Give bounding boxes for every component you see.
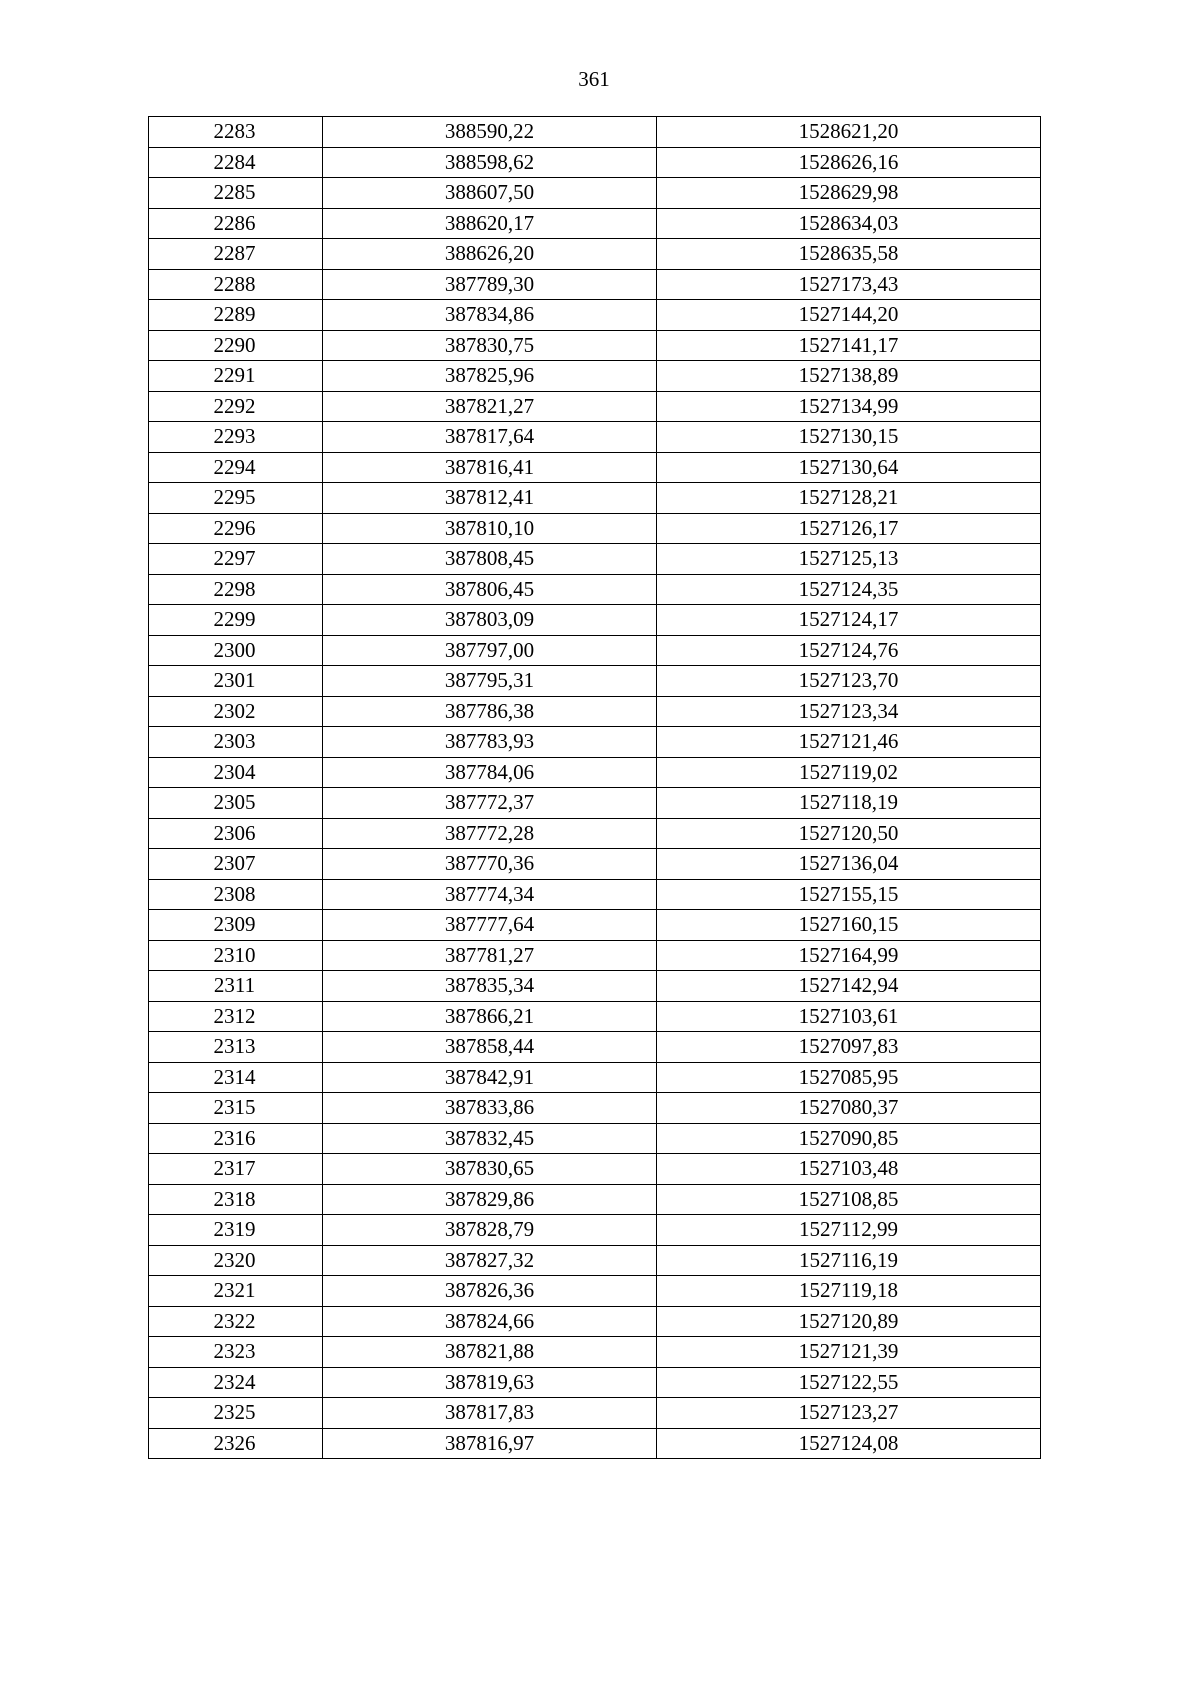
point-number-cell: 2307 xyxy=(149,849,323,880)
table-row xyxy=(149,1398,1041,1429)
y-coordinate-cell: 1527121,39 xyxy=(657,1337,1041,1368)
point-number-cell: 2305 xyxy=(149,788,323,819)
point-number-cell: 2290 xyxy=(149,330,323,361)
x-coordinate-cell: 387812,41 xyxy=(323,483,657,514)
x-coordinate-cell: 387819,63 xyxy=(323,1367,657,1398)
y-coordinate-cell: 1528626,16 xyxy=(657,147,1041,178)
table-row xyxy=(149,574,1041,605)
y-coordinate-cell: 1528635,58 xyxy=(657,239,1041,270)
point-number-cell: 2315 xyxy=(149,1093,323,1124)
x-coordinate-cell: 387858,44 xyxy=(323,1032,657,1063)
x-coordinate-cell: 387810,10 xyxy=(323,513,657,544)
x-coordinate-cell: 388598,62 xyxy=(323,147,657,178)
x-coordinate-cell: 387795,31 xyxy=(323,666,657,697)
x-coordinate-cell: 387821,88 xyxy=(323,1337,657,1368)
x-coordinate-cell: 387789,30 xyxy=(323,269,657,300)
point-number-cell: 2326 xyxy=(149,1428,323,1459)
y-coordinate-cell: 1527124,08 xyxy=(657,1428,1041,1459)
table-row xyxy=(149,1215,1041,1246)
y-coordinate-cell: 1527119,02 xyxy=(657,757,1041,788)
point-number-cell: 2325 xyxy=(149,1398,323,1429)
point-number-cell: 2302 xyxy=(149,696,323,727)
y-coordinate-cell: 1528629,98 xyxy=(657,178,1041,209)
y-coordinate-cell: 1527122,55 xyxy=(657,1367,1041,1398)
y-coordinate-cell: 1527103,61 xyxy=(657,1001,1041,1032)
y-coordinate-cell: 1527108,85 xyxy=(657,1184,1041,1215)
point-number-cell: 2317 xyxy=(149,1154,323,1185)
table-row xyxy=(149,788,1041,819)
y-coordinate-cell: 1527160,15 xyxy=(657,910,1041,941)
y-coordinate-cell: 1527136,04 xyxy=(657,849,1041,880)
y-coordinate-cell: 1527128,21 xyxy=(657,483,1041,514)
table-row xyxy=(149,971,1041,1002)
table-row xyxy=(149,1032,1041,1063)
y-coordinate-cell: 1527138,89 xyxy=(657,361,1041,392)
table-row xyxy=(149,1184,1041,1215)
point-number-cell: 2287 xyxy=(149,239,323,270)
y-coordinate-cell: 1528634,03 xyxy=(657,208,1041,239)
table-row xyxy=(149,483,1041,514)
x-coordinate-cell: 387816,41 xyxy=(323,452,657,483)
table-row xyxy=(149,1154,1041,1185)
y-coordinate-cell: 1527173,43 xyxy=(657,269,1041,300)
table-row xyxy=(149,1428,1041,1459)
point-number-cell: 2300 xyxy=(149,635,323,666)
point-number-cell: 2316 xyxy=(149,1123,323,1154)
table-row xyxy=(149,605,1041,636)
table-row xyxy=(149,1245,1041,1276)
x-coordinate-cell: 387784,06 xyxy=(323,757,657,788)
y-coordinate-cell: 1527141,17 xyxy=(657,330,1041,361)
x-coordinate-cell: 387806,45 xyxy=(323,574,657,605)
y-coordinate-cell: 1527118,19 xyxy=(657,788,1041,819)
table-row xyxy=(149,513,1041,544)
y-coordinate-cell: 1527134,99 xyxy=(657,391,1041,422)
point-number-cell: 2323 xyxy=(149,1337,323,1368)
point-number-cell: 2294 xyxy=(149,452,323,483)
x-coordinate-cell: 387783,93 xyxy=(323,727,657,758)
point-number-cell: 2304 xyxy=(149,757,323,788)
x-coordinate-cell: 387824,66 xyxy=(323,1306,657,1337)
point-number-cell: 2289 xyxy=(149,300,323,331)
table-row xyxy=(149,178,1041,209)
point-number-cell: 2293 xyxy=(149,422,323,453)
table-row xyxy=(149,269,1041,300)
table-row xyxy=(149,422,1041,453)
x-coordinate-cell: 387825,96 xyxy=(323,361,657,392)
x-coordinate-cell: 387816,97 xyxy=(323,1428,657,1459)
point-number-cell: 2296 xyxy=(149,513,323,544)
table-row xyxy=(149,1337,1041,1368)
table-row xyxy=(149,1001,1041,1032)
point-number-cell: 2298 xyxy=(149,574,323,605)
y-coordinate-cell: 1527123,27 xyxy=(657,1398,1041,1429)
point-number-cell: 2312 xyxy=(149,1001,323,1032)
y-coordinate-cell: 1527144,20 xyxy=(657,300,1041,331)
table-row xyxy=(149,940,1041,971)
point-number-cell: 2285 xyxy=(149,178,323,209)
page-number: 361 xyxy=(578,67,610,91)
point-number-cell: 2324 xyxy=(149,1367,323,1398)
x-coordinate-cell: 388607,50 xyxy=(323,178,657,209)
table-row xyxy=(149,1276,1041,1307)
table-row xyxy=(149,1306,1041,1337)
point-number-cell: 2313 xyxy=(149,1032,323,1063)
y-coordinate-cell: 1527123,70 xyxy=(657,666,1041,697)
x-coordinate-cell: 387774,34 xyxy=(323,879,657,910)
table-row xyxy=(149,1093,1041,1124)
table-row xyxy=(149,910,1041,941)
x-coordinate-cell: 387827,32 xyxy=(323,1245,657,1276)
x-coordinate-cell: 387781,27 xyxy=(323,940,657,971)
x-coordinate-cell: 387797,00 xyxy=(323,635,657,666)
point-number-cell: 2311 xyxy=(149,971,323,1002)
point-number-cell: 2288 xyxy=(149,269,323,300)
table-row xyxy=(149,849,1041,880)
x-coordinate-cell: 387835,34 xyxy=(323,971,657,1002)
x-coordinate-cell: 387817,64 xyxy=(323,422,657,453)
y-coordinate-cell: 1527080,37 xyxy=(657,1093,1041,1124)
point-number-cell: 2306 xyxy=(149,818,323,849)
x-coordinate-cell: 387821,27 xyxy=(323,391,657,422)
y-coordinate-cell: 1527123,34 xyxy=(657,696,1041,727)
table-row xyxy=(149,361,1041,392)
y-coordinate-cell: 1527120,89 xyxy=(657,1306,1041,1337)
x-coordinate-cell: 387817,83 xyxy=(323,1398,657,1429)
point-number-cell: 2319 xyxy=(149,1215,323,1246)
point-number-cell: 2318 xyxy=(149,1184,323,1215)
y-coordinate-cell: 1527142,94 xyxy=(657,971,1041,1002)
table-row xyxy=(149,666,1041,697)
y-coordinate-cell: 1527121,46 xyxy=(657,727,1041,758)
point-number-cell: 2283 xyxy=(149,117,323,148)
x-coordinate-cell: 387786,38 xyxy=(323,696,657,727)
point-number-cell: 2322 xyxy=(149,1306,323,1337)
point-number-cell: 2286 xyxy=(149,208,323,239)
table-row xyxy=(149,330,1041,361)
y-coordinate-cell: 1527124,76 xyxy=(657,635,1041,666)
coordinates-table xyxy=(148,116,1041,1459)
y-coordinate-cell: 1527126,17 xyxy=(657,513,1041,544)
y-coordinate-cell: 1527155,15 xyxy=(657,879,1041,910)
y-coordinate-cell: 1527116,19 xyxy=(657,1245,1041,1276)
table-row xyxy=(149,147,1041,178)
point-number-cell: 2292 xyxy=(149,391,323,422)
point-number-cell: 2284 xyxy=(149,147,323,178)
point-number-cell: 2321 xyxy=(149,1276,323,1307)
x-coordinate-cell: 387772,37 xyxy=(323,788,657,819)
point-number-cell: 2314 xyxy=(149,1062,323,1093)
x-coordinate-cell: 387777,64 xyxy=(323,910,657,941)
y-coordinate-cell: 1527125,13 xyxy=(657,544,1041,575)
table-row xyxy=(149,818,1041,849)
table-row xyxy=(149,391,1041,422)
table-row xyxy=(149,635,1041,666)
point-number-cell: 2308 xyxy=(149,879,323,910)
point-number-cell: 2301 xyxy=(149,666,323,697)
point-number-cell: 2320 xyxy=(149,1245,323,1276)
table-row xyxy=(149,452,1041,483)
x-coordinate-cell: 388620,17 xyxy=(323,208,657,239)
point-number-cell: 2291 xyxy=(149,361,323,392)
point-number-cell: 2310 xyxy=(149,940,323,971)
y-coordinate-cell: 1527120,50 xyxy=(657,818,1041,849)
y-coordinate-cell: 1527085,95 xyxy=(657,1062,1041,1093)
table-row xyxy=(149,757,1041,788)
x-coordinate-cell: 387828,79 xyxy=(323,1215,657,1246)
x-coordinate-cell: 387772,28 xyxy=(323,818,657,849)
y-coordinate-cell: 1527119,18 xyxy=(657,1276,1041,1307)
x-coordinate-cell: 387808,45 xyxy=(323,544,657,575)
table-row xyxy=(149,1123,1041,1154)
point-number-cell: 2299 xyxy=(149,605,323,636)
table-row xyxy=(149,239,1041,270)
x-coordinate-cell: 387833,86 xyxy=(323,1093,657,1124)
x-coordinate-cell: 387830,75 xyxy=(323,330,657,361)
y-coordinate-cell: 1527112,99 xyxy=(657,1215,1041,1246)
table-row xyxy=(149,544,1041,575)
x-coordinate-cell: 387834,86 xyxy=(323,300,657,331)
table-row xyxy=(149,727,1041,758)
table-row xyxy=(149,879,1041,910)
x-coordinate-cell: 387842,91 xyxy=(323,1062,657,1093)
x-coordinate-cell: 387829,86 xyxy=(323,1184,657,1215)
point-number-cell: 2303 xyxy=(149,727,323,758)
y-coordinate-cell: 1527097,83 xyxy=(657,1032,1041,1063)
y-coordinate-cell: 1528621,20 xyxy=(657,117,1041,148)
y-coordinate-cell: 1527090,85 xyxy=(657,1123,1041,1154)
table-row xyxy=(149,208,1041,239)
coordinates-table-body xyxy=(149,117,1041,1459)
point-number-cell: 2309 xyxy=(149,910,323,941)
x-coordinate-cell: 387803,09 xyxy=(323,605,657,636)
point-number-cell: 2297 xyxy=(149,544,323,575)
y-coordinate-cell: 1527124,17 xyxy=(657,605,1041,636)
y-coordinate-cell: 1527130,64 xyxy=(657,452,1041,483)
y-coordinate-cell: 1527124,35 xyxy=(657,574,1041,605)
table-row xyxy=(149,1367,1041,1398)
y-coordinate-cell: 1527164,99 xyxy=(657,940,1041,971)
x-coordinate-cell: 387826,36 xyxy=(323,1276,657,1307)
table-row xyxy=(149,696,1041,727)
table-row xyxy=(149,300,1041,331)
table-row xyxy=(149,117,1041,148)
x-coordinate-cell: 387770,36 xyxy=(323,849,657,880)
x-coordinate-cell: 388590,22 xyxy=(323,117,657,148)
x-coordinate-cell: 387832,45 xyxy=(323,1123,657,1154)
y-coordinate-cell: 1527103,48 xyxy=(657,1154,1041,1185)
point-number-cell: 2295 xyxy=(149,483,323,514)
y-coordinate-cell: 1527130,15 xyxy=(657,422,1041,453)
table-row xyxy=(149,1062,1041,1093)
x-coordinate-cell: 387830,65 xyxy=(323,1154,657,1185)
x-coordinate-cell: 387866,21 xyxy=(323,1001,657,1032)
x-coordinate-cell: 388626,20 xyxy=(323,239,657,270)
